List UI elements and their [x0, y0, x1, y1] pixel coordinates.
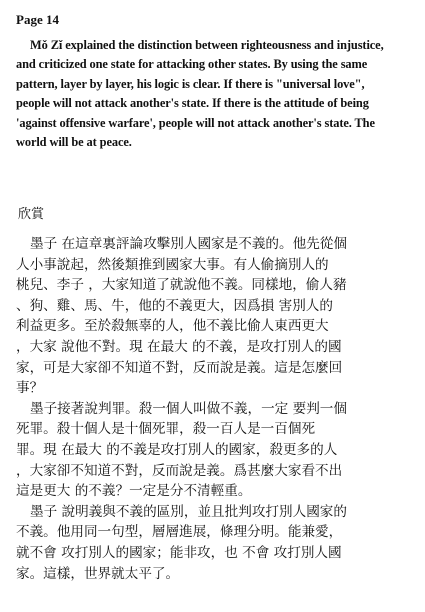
english-paragraph: [16, 36, 412, 152]
chinese-line: 事？: [16, 380, 44, 397]
english-line: world will be at peace.: [16, 135, 132, 150]
chinese-line: 罪。現 在最大 的不義是攻打別人的國家，殺更多的人: [16, 441, 338, 458]
chinese-line: 家，可是大家卻不知道不對，反而說是義。這是怎麼回: [16, 359, 343, 376]
english-line: 'against offensive warfare', people will not attack another's state. The: [16, 115, 375, 130]
page-number-label: Page 14: [16, 12, 59, 27]
chinese-line: 家。這樣，世界就太平了。: [16, 565, 180, 582]
english-line: and criticized one state for attacking other states. By using the same: [16, 57, 368, 72]
chinese-line: 利益更多。至於殺無辜的人，他不義比偷人東西更大: [16, 318, 329, 335]
chinese-line: 、狗、雞、馬、牛，他的不義更大，因爲損 害別人的: [16, 297, 333, 314]
english-line: people will not attack another's state. If there is the attitude of being: [16, 96, 369, 111]
chinese-line: ，大家 說他不對。現 在最大 的不義，是攻打別人的國: [16, 338, 342, 355]
chinese-line: 就不會 攻打別人的國家；能非攻，也 不會 攻打別人國: [16, 544, 342, 561]
chinese-line: 墨子接著說判罪。殺一個人叫做不義，一定 要判一個: [30, 400, 347, 417]
chinese-line: 不義。他用同一句型，層層進展，條理分明。能兼愛，: [16, 524, 343, 541]
chinese-line: 墨子 說明義與不義的區別，並且批判攻打別人國家的: [30, 503, 347, 520]
chinese-line: 桃兒、李子 ，大家知道了就說他不義。同樣地，偷人豬: [16, 277, 347, 294]
english-line: pattern, layer by layer, his logic is clear. If there is "universal love",: [16, 76, 365, 91]
chinese-line: 死罪。殺十個人是十個死罪，殺一百人是一百個死: [16, 421, 316, 438]
chinese-commentary: [16, 234, 416, 584]
chinese-line: ，大家卻不知道不對，反而說是義。爲甚麼大家看不出: [16, 462, 343, 479]
chinese-line: 墨子 在這章裏評論攻擊別人國家是不義的。他先從個: [30, 236, 347, 252]
chinese-line: 這是更大 的不義？一定是分不清輕重。: [16, 483, 252, 500]
chinese-line: 人小事說起，然後類推到國家大事。有人偷摘別人的: [16, 256, 329, 273]
section-heading: 欣賞: [18, 207, 45, 222]
english-line: Mǒ Zǐ explained the distinction between righteousness and injustice,: [30, 38, 384, 52]
